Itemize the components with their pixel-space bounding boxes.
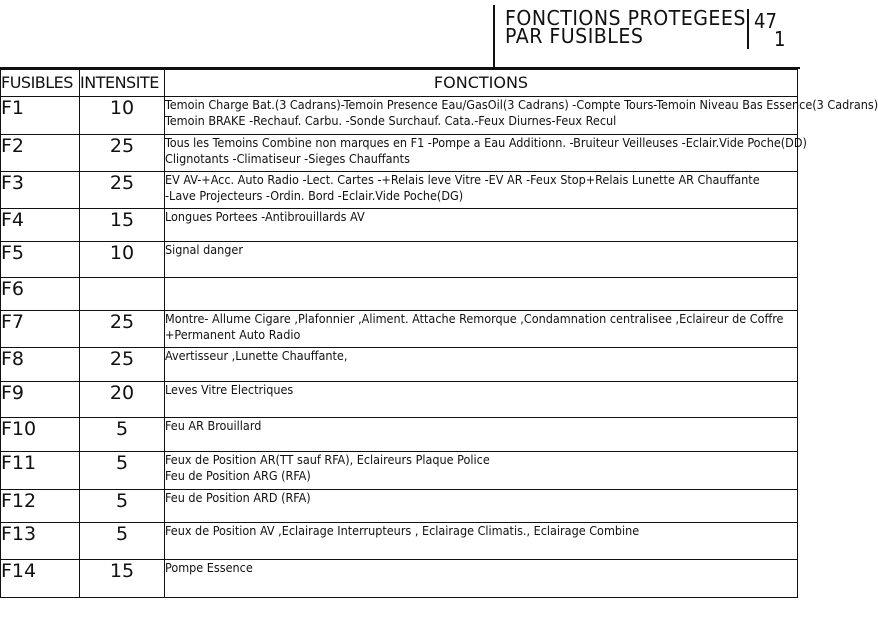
fuse-id: F2	[1, 135, 80, 172]
fuse-amperage: 15	[80, 560, 165, 598]
function-line: Signal danger	[165, 242, 243, 257]
fuse-id: F10	[1, 418, 80, 452]
function-line: Temoin Charge Bat.(3 Cadrans)-Temoin Presence Eau/GasOil(3 Cadrans) -Compte Tours-Temoin Niveau Bas Essence(3 Cadrans)	[165, 97, 878, 112]
function-line: -Lave Projecteurs -Ordin. Bord -Eclair.Vide Poche(DG)	[165, 188, 464, 203]
header-fuses: FUSIBLES	[1, 70, 80, 97]
fuse-id: F4	[1, 209, 80, 242]
table-row	[1, 278, 798, 311]
fuse-functions	[165, 311, 798, 348]
fuse-amperage: 25	[80, 172, 165, 209]
function-line: Leves Vitre Electriques	[165, 382, 294, 397]
table-row	[1, 348, 798, 382]
function-line: Longues Portees -Antibrouillards AV	[165, 209, 365, 224]
fuse-functions	[165, 452, 798, 490]
table-row	[1, 311, 798, 348]
fuse-id: F13	[1, 523, 80, 560]
title-divider	[747, 9, 749, 49]
table-row	[1, 418, 798, 452]
fuse-table-body	[1, 97, 878, 598]
fuse-amperage: 15	[80, 209, 165, 242]
table-row	[1, 382, 798, 418]
fuse-functions	[165, 490, 798, 523]
fuse-id: F8	[1, 348, 80, 382]
table-header-row	[1, 70, 798, 97]
page-number-main: 47	[754, 9, 777, 33]
fuse-id: F6	[1, 278, 80, 311]
table-row	[1, 490, 798, 523]
fuse-functions	[165, 97, 878, 135]
fuse-functions	[165, 172, 798, 209]
table-row	[1, 209, 798, 242]
fuse-amperage: 20	[80, 382, 165, 418]
function-line: Feu de Position ARG (RFA)	[165, 468, 311, 483]
fuse-id: F1	[1, 97, 80, 135]
fuse-id: F5	[1, 242, 80, 278]
fuse-functions	[165, 418, 798, 452]
fuse-functions	[165, 209, 798, 242]
fuse-amperage: 10	[80, 242, 165, 278]
fuse-amperage: 5	[80, 418, 165, 452]
fuse-functions	[165, 278, 798, 311]
function-line: Tous les Temoins Combine non marques en F1 -Pompe a Eau Additionn. -Bruiteur Veilleuses -Eclair.Vide Poche(DD)	[165, 135, 807, 150]
function-line: Montre- Allume Cigare ,Plafonnier ,Aliment. Attache Remorque ,Condamnation centralisee ,Eclaireur de Coffre	[165, 311, 784, 326]
fuse-functions	[165, 382, 798, 418]
fuse-functions	[165, 242, 798, 278]
header-functions: FONCTIONS	[165, 70, 798, 97]
fuse-amperage: 5	[80, 452, 165, 490]
table-row	[1, 452, 798, 490]
fuse-id: F14	[1, 560, 80, 598]
fuse-amperage	[80, 278, 165, 311]
fuse-functions	[165, 135, 807, 172]
fuse-id: F12	[1, 490, 80, 523]
function-line: Feu de Position ARD (RFA)	[165, 490, 311, 505]
document-title	[505, 6, 746, 48]
table-row	[1, 560, 798, 598]
fuse-amperage: 5	[80, 490, 165, 523]
fuse-amperage: 25	[80, 348, 165, 382]
function-line: Clignotants -Climatiseur -Sieges Chauffants	[165, 151, 410, 166]
fuse-amperage: 10	[80, 97, 165, 135]
fuse-amperage: 25	[80, 311, 165, 348]
fuse-id: F7	[1, 311, 80, 348]
title-line-2: PAR FUSIBLES	[505, 24, 644, 48]
fuse-amperage: 5	[80, 523, 165, 560]
fuse-functions	[165, 560, 798, 598]
table-row	[1, 97, 798, 135]
function-line: Temoin BRAKE -Rechauf. Carbu. -Sonde Surchauf. Cata.-Feux Diurnes-Feux Recul	[165, 113, 617, 128]
fuse-functions	[165, 523, 798, 560]
function-line: Feux de Position AR(TT sauf RFA), Eclaireurs Plaque Police	[165, 452, 490, 467]
function-line: Feu AR Brouillard	[165, 418, 262, 433]
fuse-functions	[165, 348, 798, 382]
fuse-amperage: 25	[80, 135, 165, 172]
table-row	[1, 172, 798, 209]
function-line: +Permanent Auto Radio	[165, 327, 301, 342]
page-number-sub: 1	[774, 27, 786, 51]
page-number	[752, 9, 792, 49]
fuse-id: F11	[1, 452, 80, 490]
fuse-table	[0, 69, 878, 598]
function-line: Feux de Position AV ,Eclairage Interrupteurs , Eclairage Climatis., Eclairage Combine	[165, 523, 640, 538]
table-row	[1, 135, 798, 172]
title-line-1: FONCTIONS PROTEGEES	[505, 6, 746, 30]
fuse-id: F9	[1, 382, 80, 418]
function-line: Avertisseur ,Lunette Chauffante,	[165, 348, 348, 363]
function-line: EV AV-+Acc. Auto Radio -Lect. Cartes -+Relais leve Vitre -EV AR -Feux Stop+Relais Lunette AR Chauffante	[165, 172, 760, 187]
title-block	[493, 5, 797, 68]
table-row	[1, 242, 798, 278]
fuse-id: F3	[1, 172, 80, 209]
header-intensity: INTENSITE	[80, 70, 165, 97]
function-line: Pompe Essence	[165, 560, 253, 575]
table-row	[1, 523, 798, 560]
